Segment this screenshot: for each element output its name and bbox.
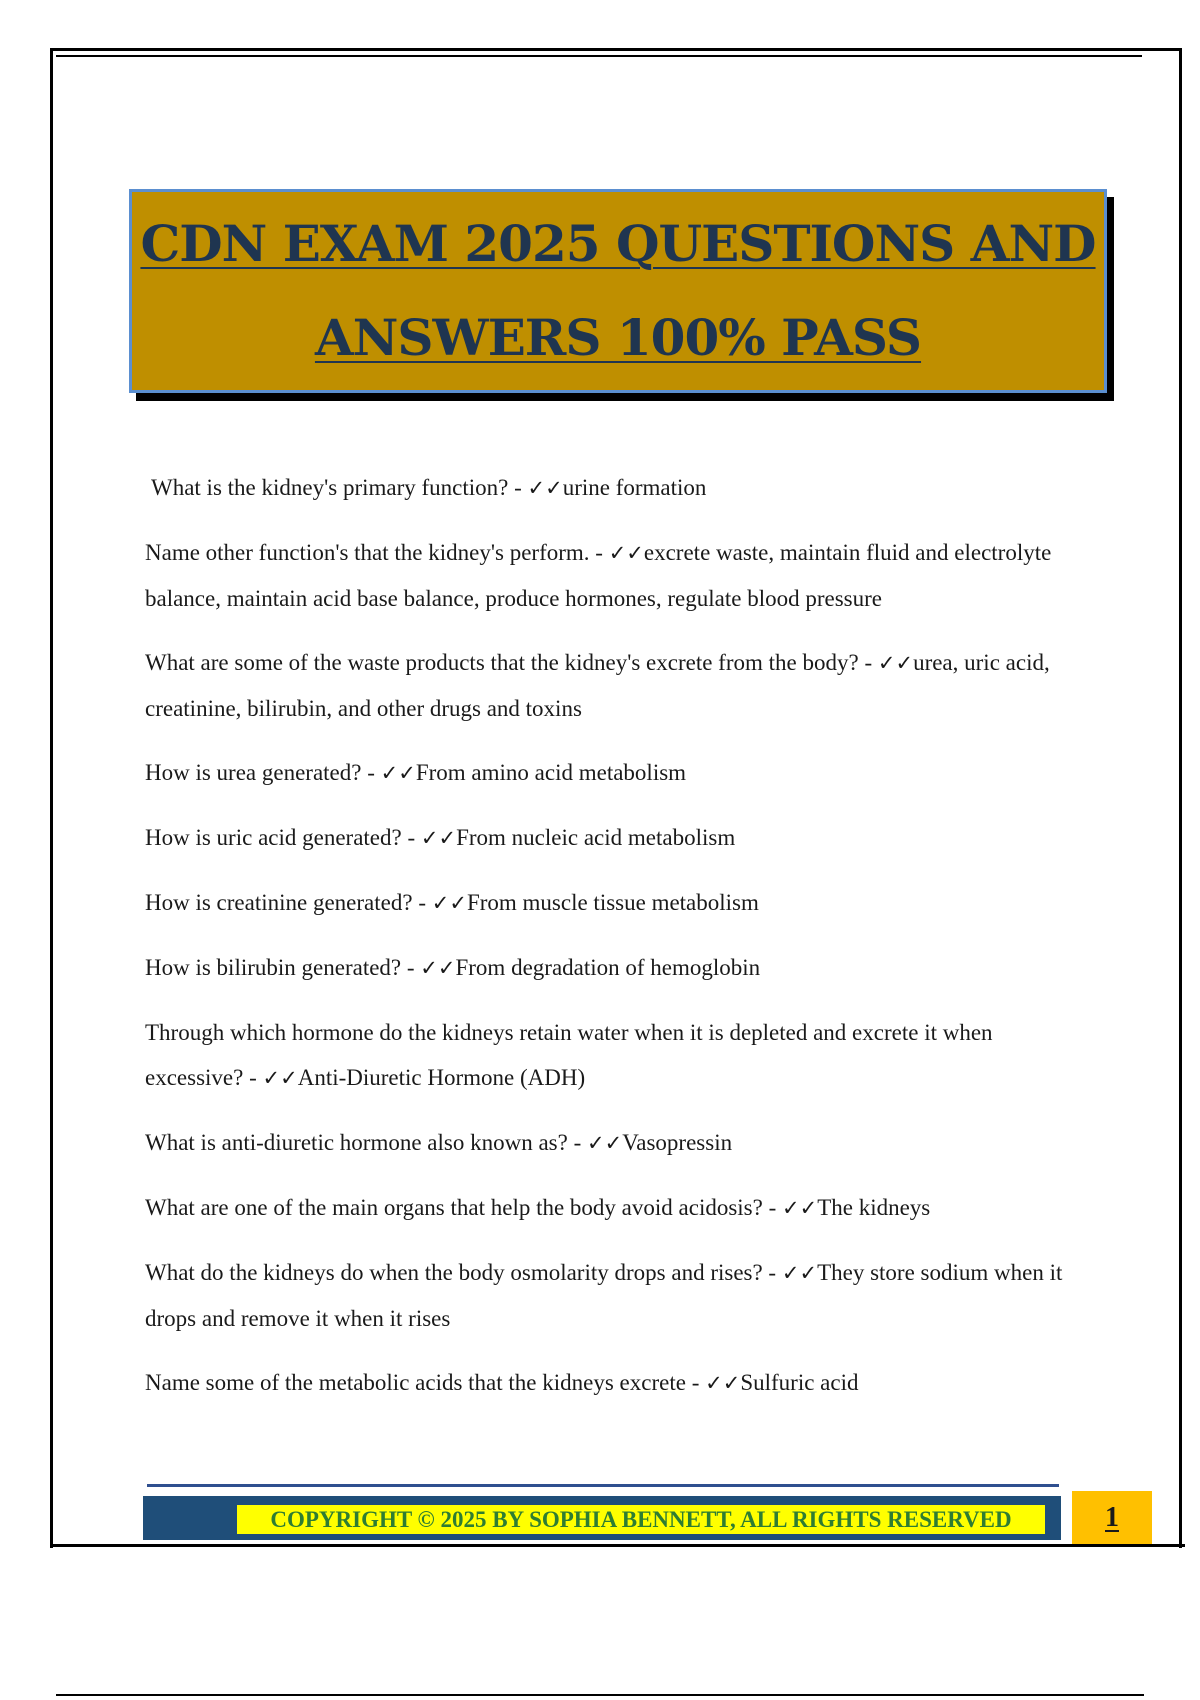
answer-text: urea, uric acid, creatinine, bilirubin, and other drugs and toxins — [145, 650, 1050, 721]
question-text: How is uric acid generated? - — [145, 825, 421, 850]
answer-text: Vasopressin — [622, 1130, 733, 1155]
qa-item — [145, 530, 1090, 621]
question-text: Through which hormone do the kidneys retain water when it is depleted and excrete it when excessive? - — [145, 1020, 993, 1090]
answer-text: excrete waste, maintain fluid and electrolyte balance, maintain acid base balance, produce hormones, regulate blood pressure — [145, 540, 1052, 611]
double-check-icon: ✓✓ — [431, 891, 467, 915]
answer-text: From muscle tissue metabolism — [466, 890, 759, 915]
question-text: How is urea generated? - — [145, 760, 381, 785]
qa-item — [145, 1185, 1090, 1231]
double-check-icon: ✓✓ — [380, 761, 416, 785]
double-check-icon: ✓✓ — [781, 1261, 818, 1285]
qa-item — [145, 945, 1090, 991]
qa-item — [145, 1360, 1090, 1406]
qa-item — [145, 465, 1090, 511]
document-title-line-1: CDN EXAM 2025 QUESTIONS AND — [140, 214, 1096, 273]
question-text: Name some of the metabolic acids that the kidneys excrete - — [145, 1370, 706, 1395]
double-check-icon: ✓✓ — [420, 826, 457, 850]
qa-item — [145, 1010, 1090, 1101]
answer-text: From nucleic acid metabolism — [456, 825, 736, 850]
question-text: Name other function's that the kidney's perform. - — [145, 540, 609, 565]
question-text: How is creatinine generated? - — [145, 890, 432, 915]
double-check-icon: ✓✓ — [262, 1066, 298, 1090]
qa-item — [145, 815, 1090, 861]
qa-item — [145, 1250, 1090, 1341]
double-check-icon: ✓✓ — [420, 956, 456, 980]
document-title-line-2: ANSWERS 100% PASS — [314, 308, 922, 367]
double-check-icon: ✓✓ — [782, 1196, 818, 1220]
title-box — [129, 189, 1107, 393]
question-text: What is the kidney's primary function? - — [151, 475, 528, 500]
frame-bottom-border — [50, 1544, 1185, 1547]
double-check-icon: ✓✓ — [705, 1371, 741, 1395]
qa-item — [145, 880, 1090, 926]
double-check-icon: ✓✓ — [608, 541, 644, 565]
bottom-rule — [56, 1694, 1144, 1696]
page-number: 1 — [1105, 1501, 1119, 1533]
qa-item — [145, 640, 1090, 731]
qa-item — [145, 1120, 1090, 1166]
answer-text: From amino acid metabolism — [415, 760, 687, 785]
qa-item — [145, 750, 1090, 796]
double-check-icon: ✓✓ — [587, 1131, 623, 1155]
double-check-icon: ✓✓ — [527, 476, 563, 500]
answer-text: Sulfuric acid — [740, 1370, 859, 1395]
top-rule — [56, 55, 1142, 57]
footer-rule — [147, 1484, 1059, 1487]
double-check-icon: ✓✓ — [877, 651, 914, 675]
answer-text: The kidneys — [817, 1195, 931, 1220]
question-text: What are some of the waste products that the kidney's excrete from the body? - — [145, 650, 878, 675]
question-text: What are one of the main organs that help the body avoid acidosis? - — [145, 1195, 782, 1220]
question-text: How is bilirubin generated? - — [145, 955, 421, 980]
question-text: What do the kidneys do when the body osmolarity drops and rises? - — [145, 1260, 782, 1285]
answer-text: Anti-Diuretic Hormone (ADH) — [297, 1065, 586, 1090]
page-number-box — [1072, 1491, 1152, 1544]
answer-text: From degradation of hemoglobin — [455, 955, 761, 980]
answer-text: They store sodium when it drops and remove it when it rises — [145, 1260, 1063, 1331]
question-text: What is anti-diuretic hormone also known as? - — [145, 1130, 587, 1155]
answer-text: urine formation — [562, 475, 707, 500]
copyright-notice: COPYRIGHT © 2025 BY SOPHIA BENNETT, ALL RIGHTS RESERVED — [237, 1505, 1045, 1534]
qa-list — [145, 465, 1090, 1425]
